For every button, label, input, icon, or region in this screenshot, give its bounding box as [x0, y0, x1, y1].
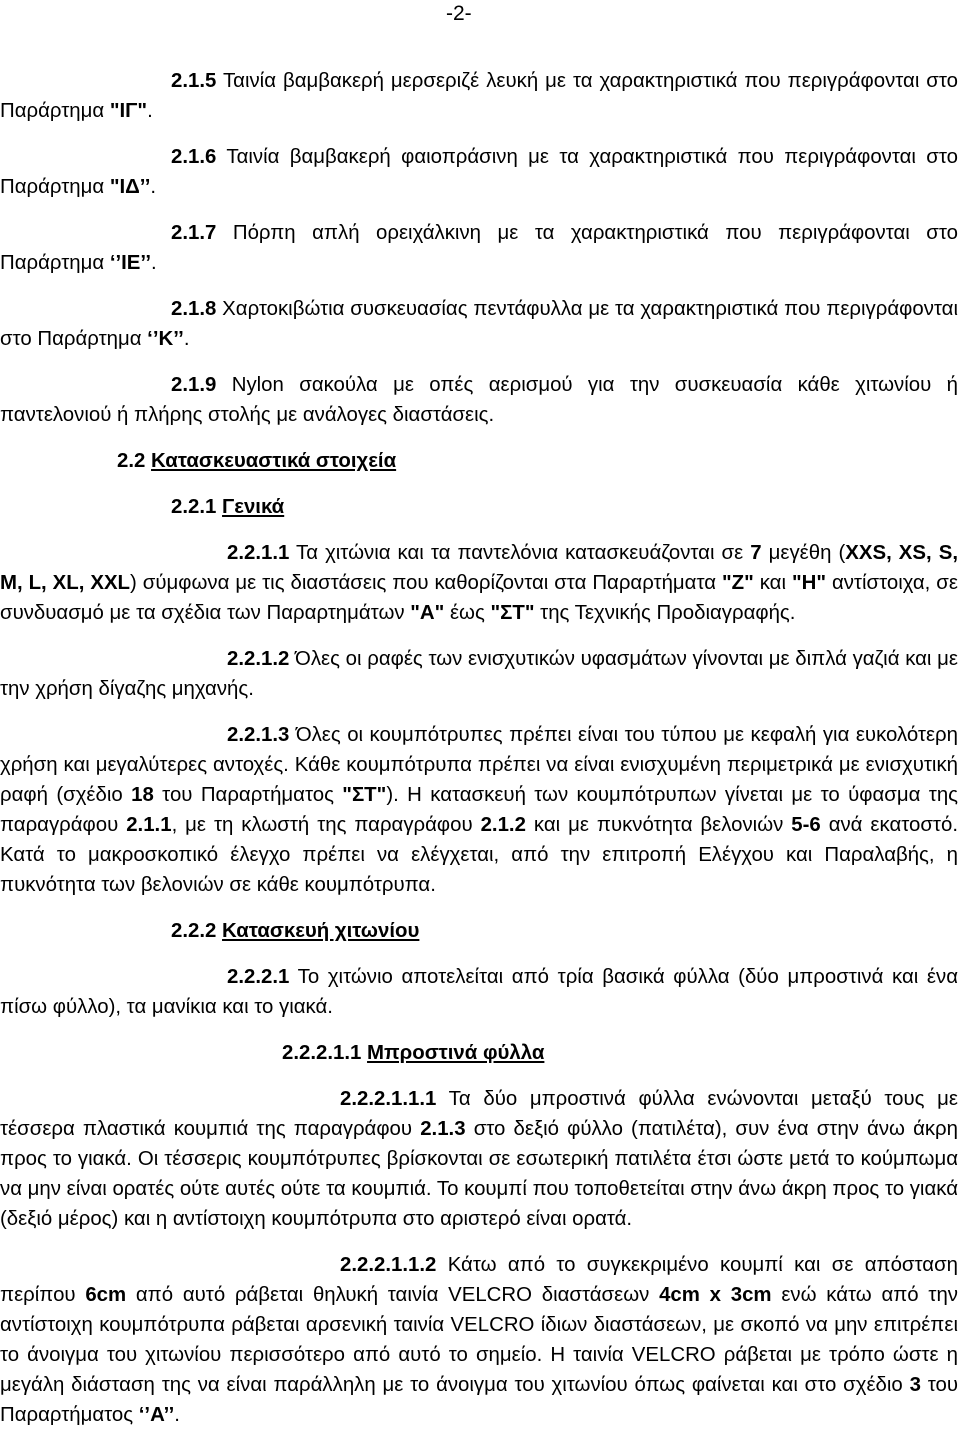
bold-text: "ΣΤ": [490, 602, 535, 624]
page-number: -2-: [446, 2, 472, 25]
bold-text: 5-6: [791, 814, 821, 836]
bold-text: "Ζ": [721, 572, 754, 594]
paragraph-2-1-7: [0, 218, 958, 278]
paragraph-text: αντίστοιχα, σε συνδυασμό με τα σχέδια των Παραρτημάτων: [0, 572, 958, 624]
section-number: 2.1.7: [171, 222, 217, 244]
paragraph-2-1-6: [0, 142, 958, 202]
heading-title: Κατασκευαστικά στοιχεία: [151, 450, 397, 472]
paragraph-text: , με τη κλωστή της παραγράφου: [171, 814, 481, 836]
paragraph-2-2-1-2: [0, 644, 958, 704]
paragraph-text: από αυτό ράβεται θηλυκή ταινία VELCRO διαστάσεων: [126, 1284, 660, 1306]
paragraph-text: Τα χιτώνια και τα παντελόνια κατασκευάζονται σε: [289, 542, 751, 564]
paragraph-text: της Τεχνικής Προδιαγραφής.: [534, 602, 796, 624]
section-number: 2.1.9: [171, 374, 217, 396]
annex-reference: ‘’Κ’’: [147, 328, 184, 350]
paragraph-2-2-2-1-1-2: [0, 1250, 958, 1430]
paragraph-2-2-2-1: [0, 962, 958, 1022]
paragraph-text: Όλες οι κουμπότρυπες πρέπει είναι του τύπου με κεφαλή για ευκολότερη χρήση και μεγαλύτερες αντοχές. Κάθε κουμπότρυπα πρέπει να είναι ενισχυμένη περιμετρικά με ενισχυτική ραφή (σχέδιο: [0, 724, 958, 806]
heading-number: 2.2.1: [171, 496, 217, 518]
paragraph-text: .: [174, 1404, 180, 1426]
paragraph-text: Χαρτοκιβώτια συσκευασίας πεντάφυλλα με τα χαρακτηριστικά που περιγράφονται στο Παράρτημα: [0, 298, 958, 350]
annex-reference: "ΙΓ": [109, 100, 148, 122]
paragraph-text: στο δεξιό φύλλο (πατιλέτα), συν ένα στην άνω άκρη προς το γιακά. Οι τέσσερις κουμπότρυπες βρίσκονται σε εσωτερική πατιλέτα έτσι ώστε μετά το κούμπωμα να μην είναι ορατές ούτε αυτές ούτε τα κουμπιά. Το κουμπί που τοποθετείται στην άνω άκρη προς το γιακά (δεξιό μέρος) και η αντίστοιχη κουμπότρυπα στο αριστερό είναι ορατά.: [0, 1118, 959, 1230]
paragraph-2-1-9: [0, 370, 958, 430]
heading-number: 2.2: [117, 450, 146, 472]
paragraph-end: .: [150, 176, 157, 198]
paragraph-2-2-1-3: [0, 720, 958, 900]
bold-text: 18: [131, 784, 154, 806]
heading-number: 2.2.2.1.1: [282, 1042, 362, 1064]
heading-2-2-2-1-1: [0, 1038, 958, 1068]
bold-text: "Α": [410, 602, 445, 624]
heading-title: Μπροστινά φύλλα: [367, 1042, 545, 1064]
bold-text: 7: [750, 542, 762, 564]
paragraph-text: ενώ κάτω από την αντίστοιχη κουμπότρυπα ράβεται αρσενική ταινία VELCRO ίδιων διαστάσεων, με σκοπό να μην επιτρέπει το άνοιγμα του χιτωνίου περισσότερο από αυτό το σημείο. Η ταινία VELCRO ράβεται με τρόπο ώστε η μεγάλη διάσταση της να είναι παράλληλη με το άνοιγμα του χιτωνίου όπως φαίνεται και στο σχέδιο: [0, 1284, 958, 1396]
paragraph-end: .: [147, 100, 153, 122]
section-number: 2.1.8: [171, 298, 217, 320]
paragraph-text: Ταινία βαμβακερή μερσεριζέ λευκή με τα χαρακτηριστικά που περιγράφονται στο Παράρτημα: [0, 70, 958, 122]
paragraph-text: μεγέθη (: [761, 542, 846, 564]
bold-text: ‘’Α’’: [138, 1404, 175, 1426]
bold-text: 2.1.2: [480, 814, 526, 836]
heading-number: 2.2.2: [171, 920, 217, 942]
section-number: 2.2.1.3: [227, 724, 290, 746]
bold-text: 6cm: [85, 1284, 127, 1306]
paragraph-text: του Παραρτήματος: [0, 1374, 958, 1426]
paragraph-text: Τα δύο μπροστινά φύλλα ενώνονται μεταξύ τους με τέσσερα πλαστικά κουμπιά της παραγράφου: [0, 1088, 958, 1140]
bold-text: 2.1.1: [126, 814, 172, 836]
paragraph-2-1-8: [0, 294, 958, 354]
heading-2-2-1: [0, 492, 958, 522]
paragraph-text: και με πυκνότητα βελονιών: [525, 814, 792, 836]
paragraph-text: Nylon σακούλα με οπές αερισμού για την συσκευασία κάθε χιτωνίου ή παντελονιού ή πλήρης στολής με ανάλογες διαστάσεις.: [0, 374, 958, 426]
section-number: 2.2.1.2: [227, 648, 290, 670]
document-body: [0, 66, 958, 1430]
section-number: 2.2.1.1: [227, 542, 290, 564]
paragraph-2-1-5: [0, 66, 958, 126]
paragraph-text: Κάτω από το συγκεκριμένο κουμπί και σε απόσταση περίπου: [0, 1254, 958, 1306]
paragraph-text: Όλες οι ραφές των ενισχυτικών υφασμάτων γίνονται με διπλά γαζιά και με την χρήση δίγαζης μηχανής.: [0, 648, 958, 700]
paragraph-text: και: [753, 572, 792, 594]
bold-text: XXS, XS, S, M, L, XL, XXL: [0, 542, 958, 594]
paragraph-text: Το χιτώνιο αποτελείται από τρία βασικά φύλλα (δύο μπροστινά και ένα πίσω φύλλο), τα μανίκια και το γιακά.: [0, 966, 958, 1018]
paragraph-end: .: [183, 328, 190, 350]
heading-title: Γενικά: [222, 496, 285, 518]
paragraph-end: .: [150, 252, 157, 274]
paragraph-2-2-2-1-1-1: [0, 1084, 958, 1234]
paragraph-text: έως: [444, 602, 491, 624]
section-number: 2.2.2.1.1.1: [340, 1088, 437, 1110]
paragraph-text: Πόρπη απλή ορειχάλκινη με τα χαρακτηριστικά που περιγράφονται στο Παράρτημα: [0, 222, 958, 274]
paragraph-text: ) σύμφωνα με τις διαστάσεις που καθορίζονται στα Παραρτήματα: [130, 572, 722, 594]
bold-text: "Η": [791, 572, 826, 594]
paragraph-text: του Παραρτήματος: [153, 784, 343, 806]
heading-2-2: [0, 446, 958, 476]
bold-text: 3: [909, 1374, 921, 1396]
bold-text: 2.1.3: [420, 1118, 466, 1140]
section-number: 2.2.2.1.1.2: [340, 1254, 437, 1276]
bold-text: "ΣΤ": [342, 784, 387, 806]
paragraph-text: Ταινία βαμβακερή φαιοπράσινη με τα χαρακτηριστικά που περιγράφονται στο Παράρτημα: [0, 146, 958, 198]
paragraph-text: ανά εκατοστό. Κατά το μακροσκοπικό έλεγχο πρέπει να ελέγχεται, από την επιτροπή Ελέγχου και Παραλαβής, η πυκνότητα των βελονιών σε κάθε κουμπότρυπα.: [0, 814, 958, 896]
bold-text: 4cm x 3cm: [659, 1284, 772, 1306]
heading-title: Κατασκευή χιτωνίου: [222, 920, 420, 942]
paragraph-text: ). Η κατασκευή των κουμπότρυπων γίνεται με το ύφασμα της παραγράφου: [0, 784, 958, 836]
paragraph-2-2-1-1: [0, 538, 958, 628]
annex-reference: ‘’ΙΕ’’: [109, 252, 151, 274]
section-number: 2.1.6: [171, 146, 217, 168]
annex-reference: "ΙΔ’’: [109, 176, 151, 198]
section-number: 2.2.2.1: [227, 966, 290, 988]
section-number: 2.1.5: [171, 70, 217, 92]
heading-2-2-2: [0, 916, 958, 946]
